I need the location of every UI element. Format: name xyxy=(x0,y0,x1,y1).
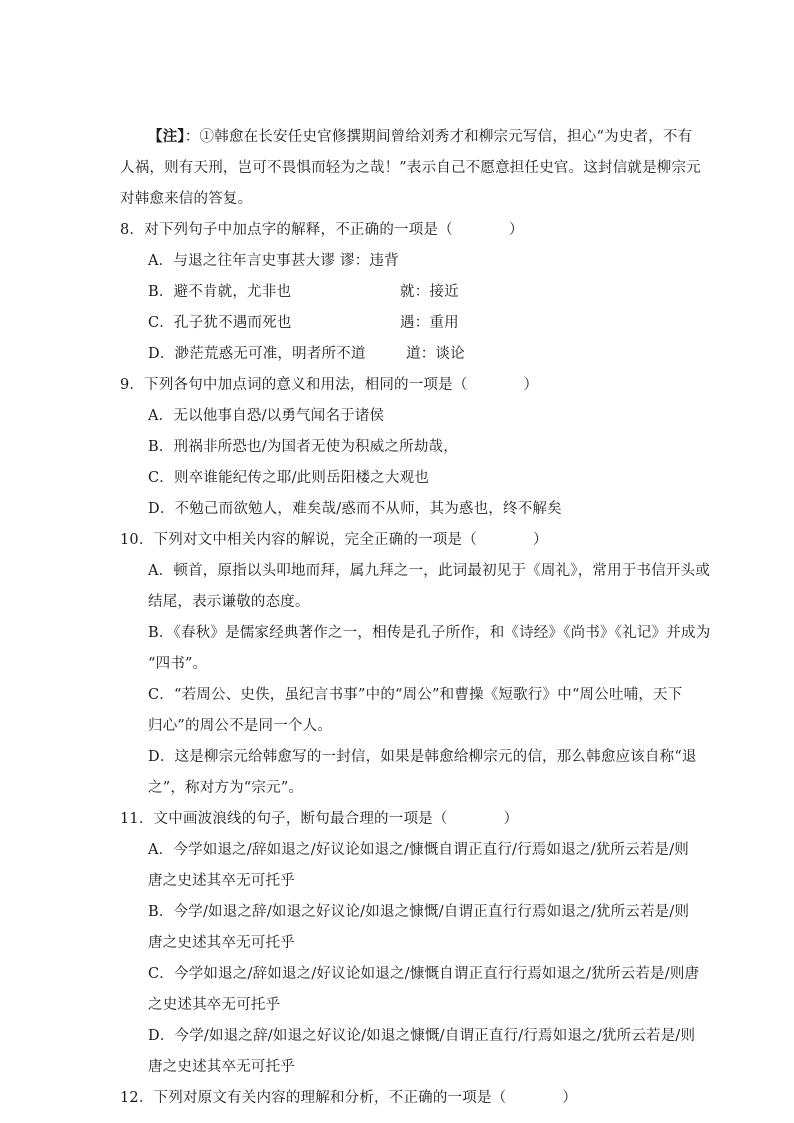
note-line-3: 对韩愈来信的答复。 xyxy=(120,191,253,207)
question-10-text: 10．下列对文中相关内容的解说，完全正确的一项是（ xyxy=(120,532,477,548)
question-11-option-c-line-1: C．今学如退之/辞如退之/好议论如退之/慷慨自谓正直行行焉如退之/犹所云若是/则唐 xyxy=(148,966,700,982)
note-text-1: ：①韩愈在长安任史官修撰期间曾给刘秀才和柳宗元写信，担心“为史者，不有 xyxy=(184,129,693,145)
question-10-option-d-line-2: 之”，称对方为“宗元”。 xyxy=(148,780,304,796)
question-9-option-a: A．无以他事自恐/以勇气闻名于诸侯 xyxy=(148,408,385,424)
question-8-option-b xyxy=(148,282,548,302)
question-11-option-c-line-2: 之史述其卒无可托乎 xyxy=(148,997,281,1013)
question-10-option-a-line-1: A．顿首，原指以头叩地而拜，属九拜之一，此词最初见于《周礼》，常用于书信开头或 xyxy=(148,563,711,579)
question-8-option-c xyxy=(148,313,548,333)
question-9-stem xyxy=(120,375,538,395)
question-10-option-c-line-1: C．“若周公、史佚，虽纪言书事”中的“周公”和曹操《短歌行》中“周公吐哺，天下 xyxy=(148,687,683,703)
option-text: A．与退之往年言史事甚大谬 xyxy=(148,253,336,269)
question-11-close: ） xyxy=(503,811,519,827)
question-10-option-d-line-1: D．这是柳宗元给韩愈写的一封信，如果是韩愈给柳宗元的信，那么韩愈应该自称“退 xyxy=(148,749,697,765)
question-12-text: 12．下列对原文有关内容的理解和分析，不正确的一项是（ xyxy=(120,1090,507,1106)
note-line-1 xyxy=(148,127,692,147)
question-11-stem xyxy=(120,809,518,829)
note-line-2: 人祸，则有天刑，岂可不畏惧而轻为之哉！”表示自己不愿意担任史官。这封信就是柳宗元 xyxy=(120,160,701,176)
option-gloss: 谬：违背 xyxy=(340,253,399,269)
question-10-close: ） xyxy=(532,532,548,548)
option-gloss: 遇：重用 xyxy=(400,315,459,331)
question-11-option-b-line-2: 唐之史述其卒无可托乎 xyxy=(148,935,295,951)
question-10-option-c-line-2: 归心”的周公不是同一个人。 xyxy=(148,718,333,734)
option-text: D．渺茫荒惑无可准，明者所不道 xyxy=(148,346,366,362)
question-10-option-a-line-2: 结尾，表示谦敬的态度。 xyxy=(148,594,310,610)
question-10-option-b-line-1: B．《春秋》是儒家经典著作之一，相传是孔子所作，和《诗经》《尚书》《礼记》并成为 xyxy=(148,625,711,641)
question-11-option-a-line-1: A．今学如退之/辞如退之/好议论如退之/慷慨自谓正直行/行焉如退之/犹所云若是/则 xyxy=(148,842,689,858)
question-8-option-a xyxy=(148,251,548,271)
note-label: 【注】 xyxy=(148,128,185,145)
question-8-stem xyxy=(120,220,524,240)
question-9-close: ） xyxy=(523,377,539,393)
question-8-option-d xyxy=(148,344,548,364)
question-8-close: ） xyxy=(508,222,524,238)
question-11-option-d-line-1: D．今学/如退之辞/如退之好议论/如退之慷慨/自谓正直行/行焉如退之/犹所云若是/则 xyxy=(148,1028,696,1044)
question-12-close: ） xyxy=(562,1090,578,1106)
option-gloss: 道：谈论 xyxy=(406,346,465,362)
question-11-option-a-line-2: 唐之史述其卒无可托乎 xyxy=(148,873,295,889)
question-9-option-d: D．不勉己而欲勉人，难矣哉/惑而不从师，其为惑也，终不解矣 xyxy=(148,501,562,517)
question-11-text: 11．文中画波浪线的句子，断句最合理的一项是（ xyxy=(120,811,448,827)
question-9-option-b: B．刑祸非所恐也/为国者无使为积威之所劫哉， xyxy=(148,439,458,455)
question-10-stem xyxy=(120,530,548,550)
option-text: C．孔子犹不遇而死也 xyxy=(148,315,292,331)
question-8-text: 8．对下列句子中加点字的解释，不正确的一项是（ xyxy=(120,222,453,238)
question-9-option-c: C．则卒谁能纪传之耶/此则岳阳楼之大观也 xyxy=(148,470,429,486)
question-9-text: 9．下列各句中加点词的意义和用法，相同的一项是（ xyxy=(120,377,468,393)
option-gloss: 就：接近 xyxy=(400,284,459,300)
question-11-option-b-line-1: B．今学/如退之辞/如退之好议论/如退之慷慨/自谓正直行行焉如退之/犹所云若是/则 xyxy=(148,904,690,920)
question-10-option-b-line-2: “四书”。 xyxy=(148,656,208,672)
question-11-option-d-line-2: 唐之史述其卒无可托乎 xyxy=(148,1059,295,1075)
question-12-stem xyxy=(120,1088,577,1108)
option-text: B．避不肯就，尤非也 xyxy=(148,284,292,300)
